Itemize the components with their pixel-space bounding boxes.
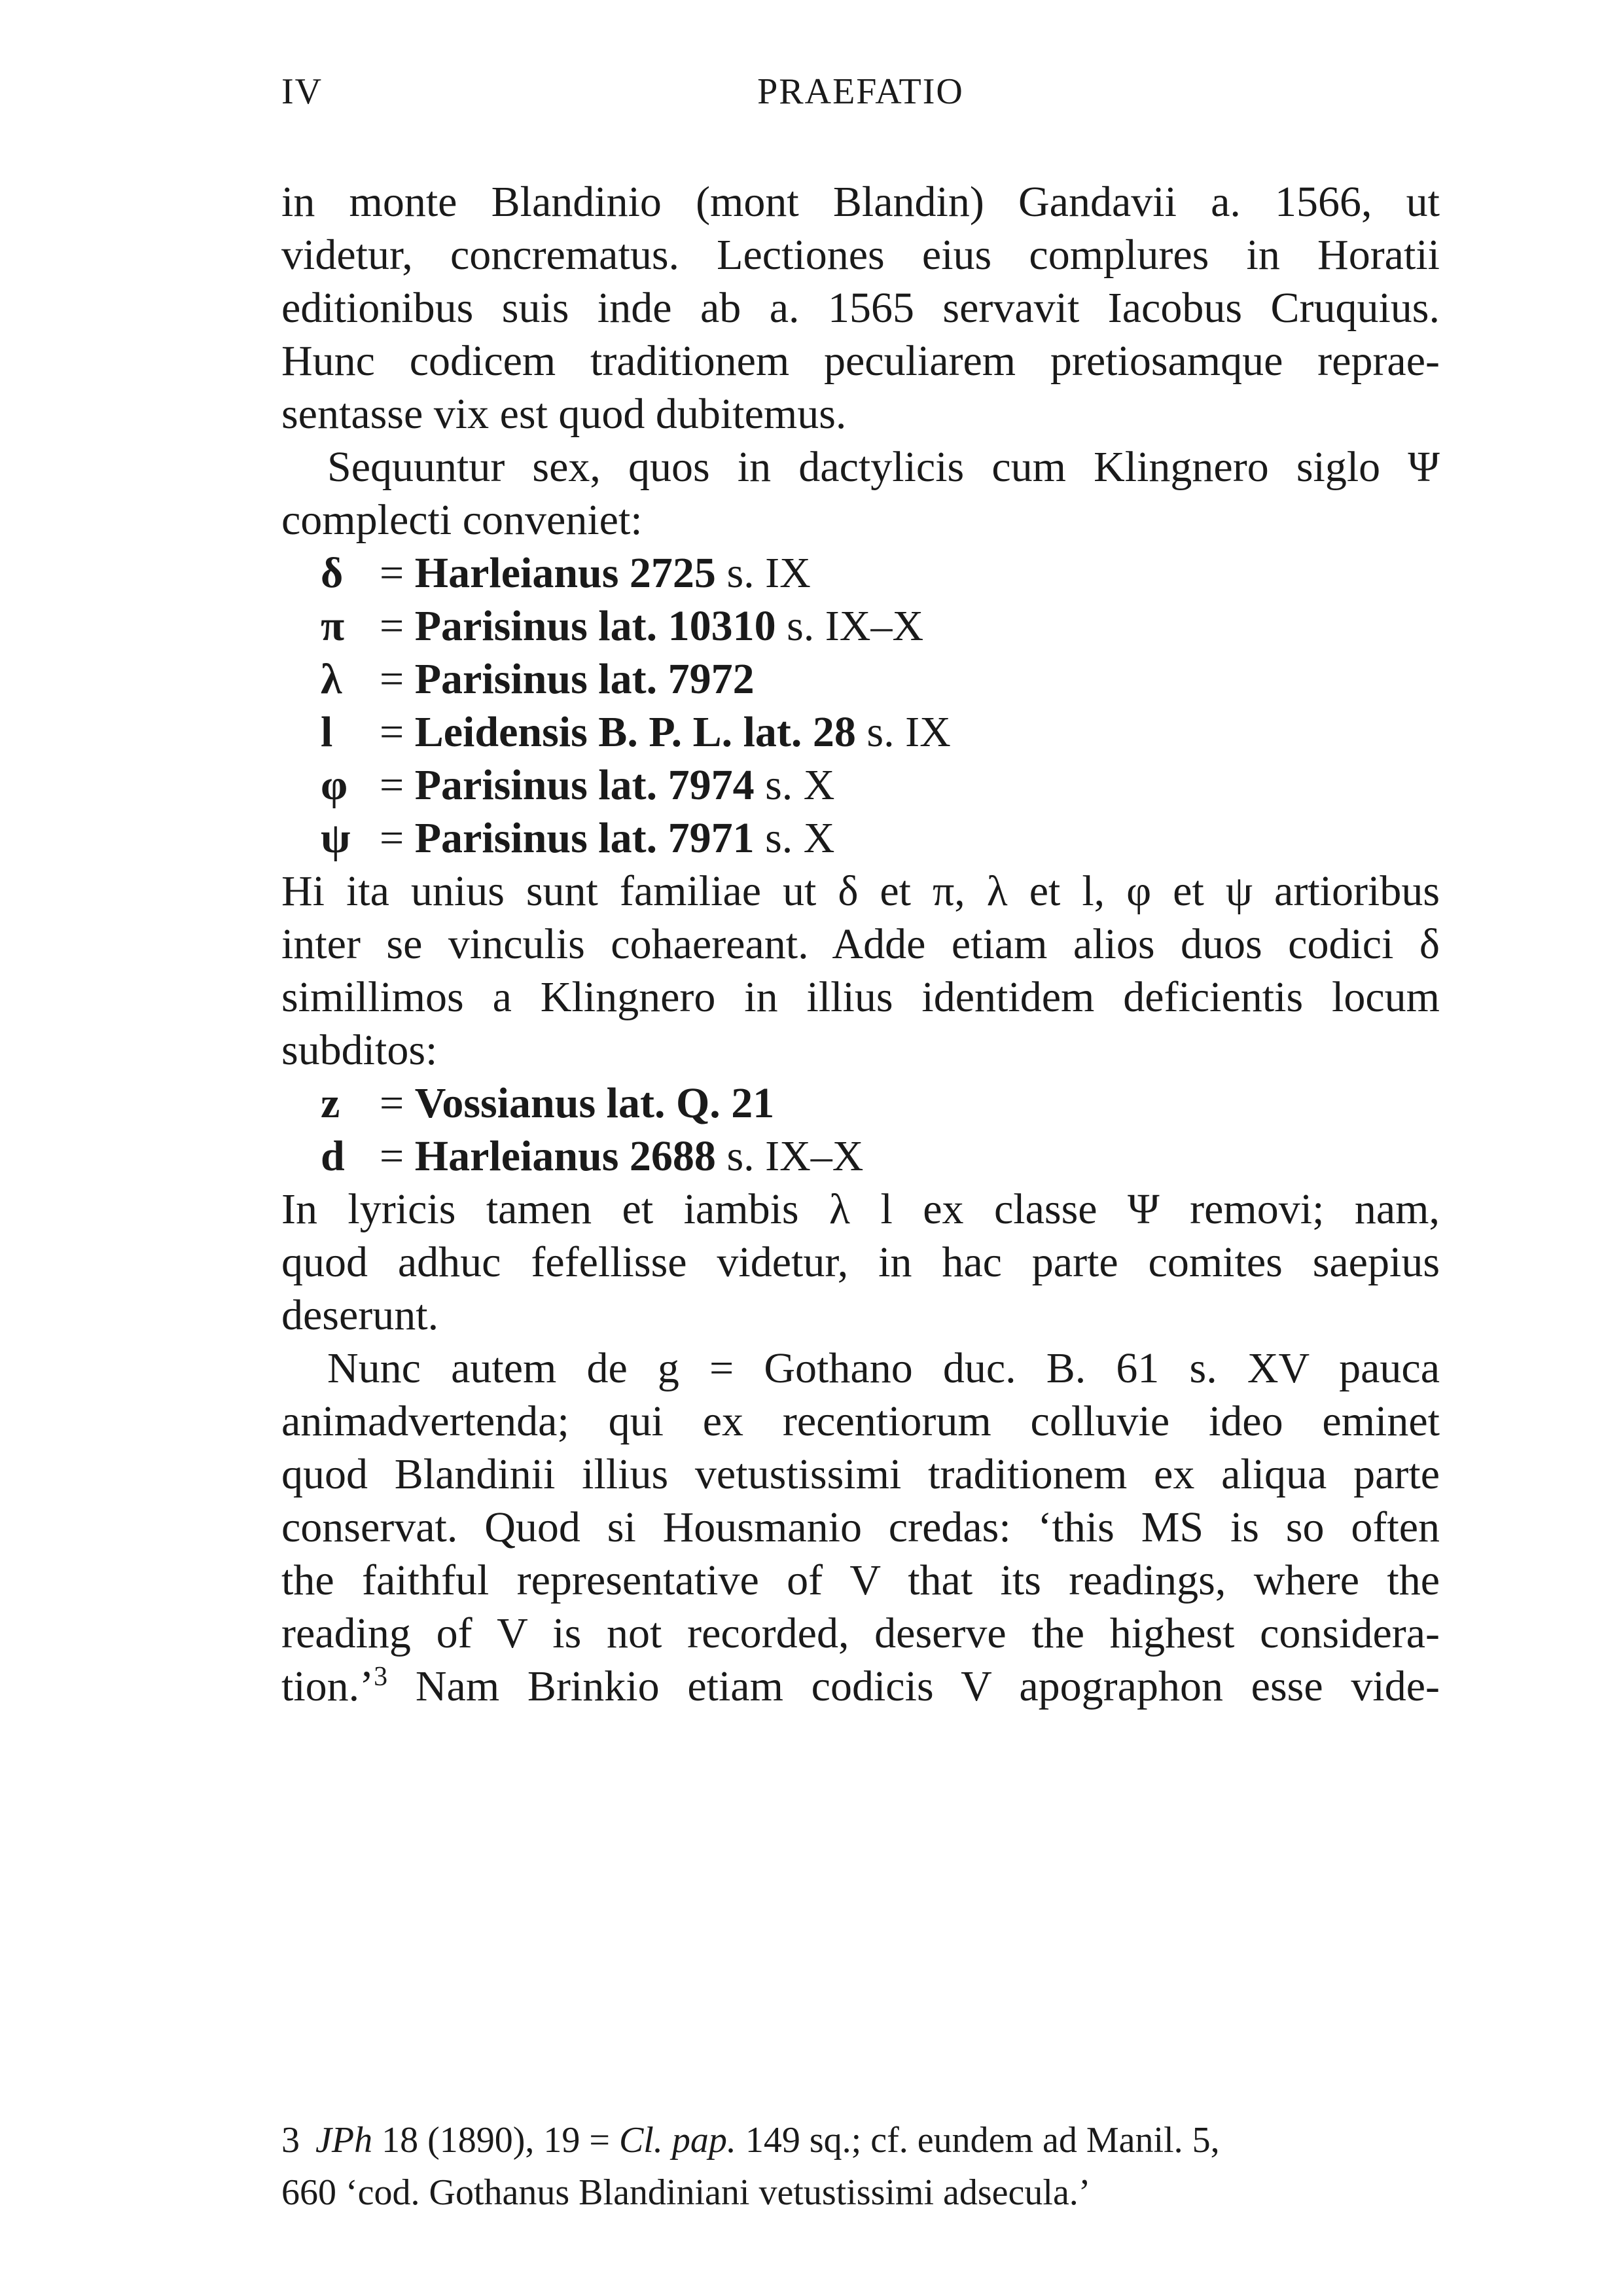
siglum-symbol: d [321, 1132, 345, 1180]
text-line: sentasse vix est quod dubitemus. [281, 390, 847, 438]
text-line: subditos: [281, 1026, 438, 1074]
text-line: Hi ita unius sunt familiae ut δ et π, λ et l, φ et ψ artioribus [281, 867, 1440, 915]
manuscript-name: Parisinus lat. 7971 [414, 814, 755, 862]
line-end: Nam Brinkio etiam codicis V apographon esse vide- [387, 1662, 1440, 1710]
equals-sign: = [380, 549, 404, 597]
manuscript-name: Parisinus lat. 10310 [414, 602, 776, 650]
manuscript-name: Parisinus lat. 7974 [414, 761, 755, 809]
manuscript-date: s. IX [726, 549, 811, 597]
manuscript-date: s. X [765, 761, 835, 809]
footnote-line: 660 ‘cod. Gothanus Blandiniani vetustissimi adsecula.’ [281, 2172, 1091, 2213]
manuscript-name: Leidensis B. P. L. lat. 28 [414, 708, 856, 756]
running-head [281, 71, 1440, 123]
equals-sign: = [380, 655, 404, 703]
text-line: quod Blandinii illius vetustissimi traditionem ex aliqua parte [281, 1450, 1440, 1498]
siglum-entry [281, 653, 1440, 706]
siglum-symbol: λ [321, 655, 342, 703]
text-line: inter se vinculis cohaereant. Adde etiam alios duos codici δ [281, 920, 1440, 968]
siglum-entry [281, 1077, 1440, 1130]
siglum-entry [281, 600, 1440, 653]
text-line: deserunt. [281, 1291, 439, 1339]
text-line: complecti conveniet: [281, 496, 643, 544]
text-line [281, 1660, 1440, 1713]
footnote [281, 2114, 1440, 2219]
text-line: reading of V is not recorded, deserve the highest considera- [281, 1609, 1440, 1657]
footnote-ref: 18 (1890), 19 = [372, 2120, 619, 2161]
manuscript-date: s. IX–X [787, 602, 924, 650]
manuscript-date: s. IX–X [726, 1132, 864, 1180]
siglum-symbol: l [321, 708, 333, 756]
text-line: Sequuntur sex, quos in dactylicis cum Klingnero siglo Ψ [327, 443, 1440, 491]
footnote-line [281, 2114, 1440, 2166]
text-line: in monte Blandinio (mont Blandin) Gandavii a. 1566, ut [281, 178, 1440, 226]
text-line: Hunc codicem traditionem peculiarem pretiosamque reprae- [281, 337, 1440, 385]
siglum-entry [281, 1130, 1440, 1183]
equals-sign: = [380, 602, 404, 650]
manuscript-name: Harleianus 2688 [414, 1132, 716, 1180]
siglum-entry [281, 759, 1440, 812]
footnote-reference[interactable]: 3 [374, 1662, 388, 1692]
text-line: quod adhuc fefellisse videtur, in hac parte comites saepius [281, 1238, 1440, 1286]
siglum-entry [281, 547, 1440, 600]
text-line: editionibus suis inde ab a. 1565 servavit Iacobus Cruquius. [281, 284, 1440, 332]
equals-sign: = [380, 814, 404, 862]
work-abbrev: Cl. pap. [618, 2120, 736, 2161]
siglum-entry [281, 706, 1440, 759]
manuscript-name: Vossianus lat. Q. 21 [414, 1079, 775, 1127]
page-number: IV [281, 71, 323, 112]
siglum-symbol: π [321, 602, 345, 650]
equals-sign: = [380, 1079, 404, 1127]
manuscript-date: s. X [765, 814, 835, 862]
manuscript-name: Harleianus 2725 [414, 549, 716, 597]
footnote-ref: 149 sq.; cf. eundem ad Manil. 5, [736, 2120, 1220, 2161]
manuscript-name: Parisinus lat. 7972 [414, 655, 755, 703]
text-line: animadvertenda; qui ex recentiorum colluvie ideo eminet [281, 1397, 1440, 1445]
text-line: conservat. Quod si Housmanio credas: ‘this MS is so often [281, 1503, 1440, 1551]
journal-abbrev: JPh [315, 2120, 373, 2161]
page-title: PRAEFATIO [757, 71, 964, 112]
siglum-symbol: φ [321, 761, 348, 809]
manuscript-date: s. IX [866, 708, 951, 756]
footnote-number: 3 [281, 2120, 300, 2161]
equals-sign: = [380, 761, 404, 809]
text-line: Nunc autem de g = Gothano duc. B. 61 s. XV pauca [327, 1344, 1440, 1392]
siglum-symbol: ψ [321, 814, 351, 862]
text-line: videtur, concrematus. Lectiones eius complures in Horatii [281, 231, 1440, 279]
text-line: In lyricis tamen et iambis λ l ex classe Ψ removi; nam, [281, 1185, 1440, 1233]
siglum-symbol: z [321, 1079, 340, 1127]
equals-sign: = [380, 708, 404, 756]
line-start: tion.’ [281, 1662, 374, 1710]
text-line: the faithful representative of V that its readings, where the [281, 1556, 1440, 1604]
siglum-entry [281, 812, 1440, 865]
siglum-symbol: δ [321, 549, 344, 597]
main-text [281, 175, 1440, 1713]
equals-sign: = [380, 1132, 404, 1180]
text-line: simillimos a Klingnero in illius identidem deficientis locum [281, 973, 1440, 1021]
